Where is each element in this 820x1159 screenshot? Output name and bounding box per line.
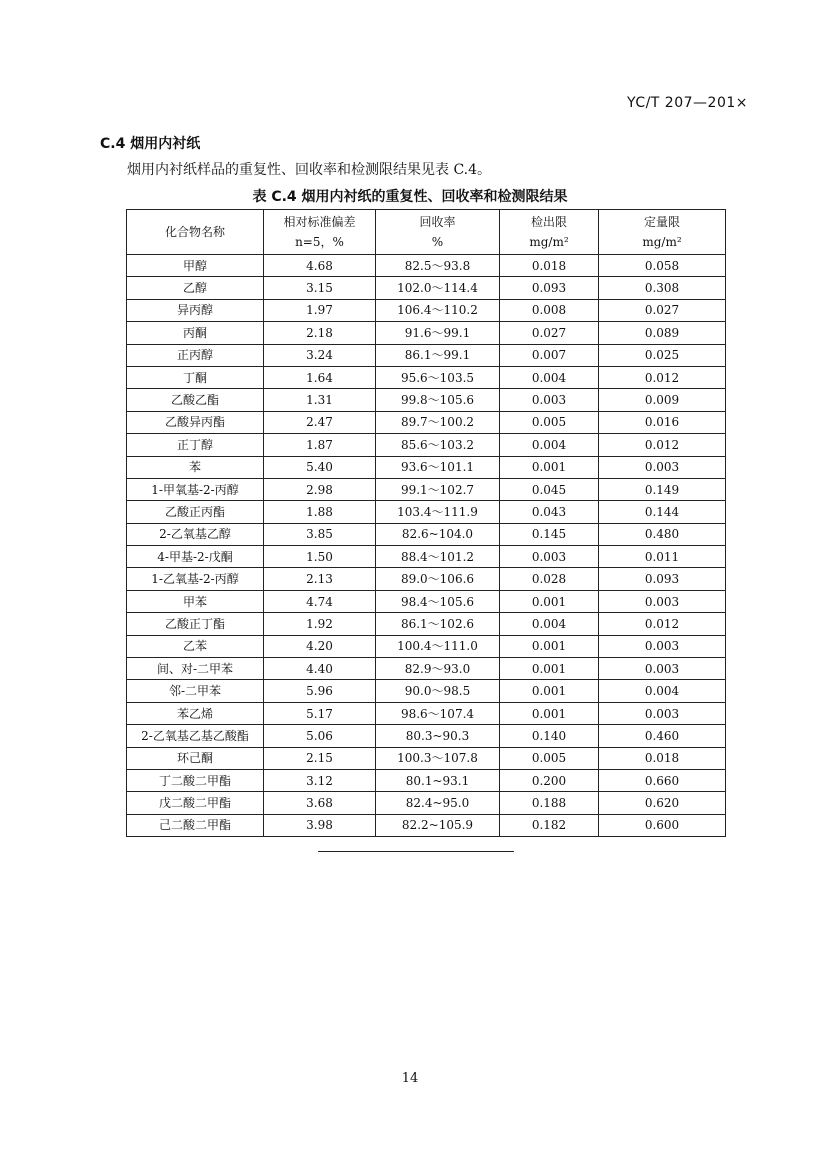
cell-rsd: 3.15 — [264, 277, 376, 299]
cell-recovery: 99.8～105.6 — [376, 389, 500, 411]
cell-recovery: 80.3~90.3 — [376, 725, 500, 747]
table-row — [127, 814, 726, 836]
cell-compound-name: 乙酸乙酯 — [127, 389, 264, 411]
table-row — [127, 366, 726, 388]
cell-lod: 0.004 — [500, 613, 599, 635]
cell-rsd: 1.92 — [264, 613, 376, 635]
table-row — [127, 322, 726, 344]
cell-compound-name: 丁二酸二甲酯 — [127, 769, 264, 791]
cell-loq: 0.144 — [599, 501, 726, 523]
header-compound-name — [127, 210, 264, 255]
cell-loq: 0.003 — [599, 658, 726, 680]
cell-loq: 0.089 — [599, 322, 726, 344]
cell-lod: 0.200 — [500, 769, 599, 791]
cell-lod: 0.093 — [500, 277, 599, 299]
cell-recovery: 102.0～114.4 — [376, 277, 500, 299]
cell-rsd: 2.15 — [264, 747, 376, 769]
cell-lod: 0.018 — [500, 255, 599, 277]
cell-rsd: 1.64 — [264, 366, 376, 388]
cell-recovery: 86.1～102.6 — [376, 613, 500, 635]
cell-loq: 0.009 — [599, 389, 726, 411]
cell-loq: 0.660 — [599, 769, 726, 791]
table-row — [127, 389, 726, 411]
table-row — [127, 658, 726, 680]
cell-lod: 0.001 — [500, 456, 599, 478]
cell-compound-name: 异丙醇 — [127, 299, 264, 321]
cell-lod: 0.140 — [500, 725, 599, 747]
cell-compound-name: 1-甲氧基-2-丙醇 — [127, 478, 264, 500]
table-row — [127, 702, 726, 724]
cell-recovery: 82.2~105.9 — [376, 814, 500, 836]
cell-rsd: 1.97 — [264, 299, 376, 321]
cell-lod: 0.003 — [500, 546, 599, 568]
cell-recovery: 86.1～99.1 — [376, 344, 500, 366]
table-row — [127, 456, 726, 478]
cell-lod: 0.007 — [500, 344, 599, 366]
cell-recovery: 103.4～111.9 — [376, 501, 500, 523]
table-header-row — [127, 210, 726, 255]
cell-recovery: 93.6～101.1 — [376, 456, 500, 478]
cell-compound-name: 4-甲基-2-戊酮 — [127, 546, 264, 568]
cell-rsd: 3.85 — [264, 523, 376, 545]
cell-lod: 0.045 — [500, 478, 599, 500]
table-row — [127, 792, 726, 814]
cell-lod: 0.005 — [500, 411, 599, 433]
cell-compound-name: 邻-二甲苯 — [127, 680, 264, 702]
results-table — [126, 209, 726, 837]
cell-lod: 0.001 — [500, 658, 599, 680]
header-recovery — [376, 210, 500, 255]
cell-loq: 0.003 — [599, 590, 726, 612]
cell-loq: 0.018 — [599, 747, 726, 769]
cell-compound-name: 苯乙烯 — [127, 702, 264, 724]
header-line: 定量限 — [643, 215, 680, 229]
table-row — [127, 613, 726, 635]
cell-rsd: 2.18 — [264, 322, 376, 344]
cell-compound-name: 1-乙氧基-2-丙醇 — [127, 568, 264, 590]
cell-loq: 0.003 — [599, 702, 726, 724]
cell-loq: 0.004 — [599, 680, 726, 702]
cell-loq: 0.012 — [599, 366, 726, 388]
cell-loq: 0.012 — [599, 434, 726, 456]
table-row — [127, 501, 726, 523]
cell-recovery: 91.6～99.1 — [376, 322, 500, 344]
cell-lod: 0.182 — [500, 814, 599, 836]
header-loq — [599, 210, 726, 255]
cell-loq: 0.093 — [599, 568, 726, 590]
cell-loq: 0.620 — [599, 792, 726, 814]
table-row — [127, 747, 726, 769]
cell-compound-name: 甲苯 — [127, 590, 264, 612]
cell-rsd: 4.74 — [264, 590, 376, 612]
cell-loq: 0.012 — [599, 613, 726, 635]
cell-recovery: 80.1~93.1 — [376, 769, 500, 791]
table-row — [127, 255, 726, 277]
cell-loq: 0.149 — [599, 478, 726, 500]
cell-recovery: 88.4～101.2 — [376, 546, 500, 568]
page-number: 14 — [401, 1071, 419, 1086]
cell-rsd: 4.68 — [264, 255, 376, 277]
table-row — [127, 568, 726, 590]
header-line: 化合物名称 — [164, 225, 225, 239]
cell-lod: 0.003 — [500, 389, 599, 411]
cell-recovery: 85.6～103.2 — [376, 434, 500, 456]
cell-compound-name: 己二酸二甲酯 — [127, 814, 264, 836]
table-row — [127, 769, 726, 791]
cell-rsd: 2.98 — [264, 478, 376, 500]
cell-recovery: 95.6～103.5 — [376, 366, 500, 388]
cell-loq: 0.460 — [599, 725, 726, 747]
cell-compound-name: 丙酮 — [127, 322, 264, 344]
header-unit: n=5，% — [295, 235, 344, 249]
table-row — [127, 635, 726, 657]
cell-recovery: 106.4～110.2 — [376, 299, 500, 321]
table-row — [127, 725, 726, 747]
cell-compound-name: 2-乙氧基乙醇 — [127, 523, 264, 545]
cell-loq: 0.027 — [599, 299, 726, 321]
cell-recovery: 82.6~104.0 — [376, 523, 500, 545]
header-unit: mg/m² — [529, 235, 569, 249]
table-row — [127, 411, 726, 433]
cell-rsd: 3.24 — [264, 344, 376, 366]
cell-lod: 0.005 — [500, 747, 599, 769]
document-code: YC/T 207—201× — [627, 95, 748, 111]
table-row — [127, 299, 726, 321]
cell-lod: 0.001 — [500, 590, 599, 612]
cell-rsd: 5.40 — [264, 456, 376, 478]
cell-recovery: 89.0～106.6 — [376, 568, 500, 590]
table-body — [127, 255, 726, 837]
cell-compound-name: 乙酸正丙酯 — [127, 501, 264, 523]
cell-recovery: 90.0～98.5 — [376, 680, 500, 702]
table-row — [127, 434, 726, 456]
cell-compound-name: 甲醇 — [127, 255, 264, 277]
cell-loq: 0.003 — [599, 456, 726, 478]
cell-compound-name: 2-乙氧基乙基乙酸酯 — [127, 725, 264, 747]
cell-lod: 0.027 — [500, 322, 599, 344]
cell-compound-name: 环己酮 — [127, 747, 264, 769]
cell-recovery: 82.9～93.0 — [376, 658, 500, 680]
header-rsd — [264, 210, 376, 255]
cell-lod: 0.001 — [500, 635, 599, 657]
table-row — [127, 478, 726, 500]
cell-recovery: 82.4~95.0 — [376, 792, 500, 814]
cell-recovery: 100.3～107.8 — [376, 747, 500, 769]
cell-rsd: 5.96 — [264, 680, 376, 702]
cell-loq: 0.003 — [599, 635, 726, 657]
cell-lod: 0.004 — [500, 434, 599, 456]
end-rule — [318, 851, 514, 852]
cell-lod: 0.188 — [500, 792, 599, 814]
cell-lod: 0.043 — [500, 501, 599, 523]
cell-rsd: 1.50 — [264, 546, 376, 568]
cell-rsd: 2.47 — [264, 411, 376, 433]
cell-rsd: 4.20 — [264, 635, 376, 657]
cell-loq: 0.308 — [599, 277, 726, 299]
cell-loq: 0.016 — [599, 411, 726, 433]
cell-compound-name: 间、对-二甲苯 — [127, 658, 264, 680]
cell-rsd: 3.68 — [264, 792, 376, 814]
table-row — [127, 277, 726, 299]
table-row — [127, 523, 726, 545]
cell-rsd: 3.12 — [264, 769, 376, 791]
cell-loq: 0.058 — [599, 255, 726, 277]
cell-compound-name: 乙醇 — [127, 277, 264, 299]
section-heading: C.4 烟用内衬纸 — [100, 136, 201, 152]
cell-recovery: 98.4～105.6 — [376, 590, 500, 612]
cell-compound-name: 戊二酸二甲酯 — [127, 792, 264, 814]
cell-compound-name: 正丙醇 — [127, 344, 264, 366]
header-line: 回收率 — [419, 215, 456, 229]
cell-recovery: 98.6～107.4 — [376, 702, 500, 724]
header-lod — [500, 210, 599, 255]
cell-compound-name: 丁酮 — [127, 366, 264, 388]
table-row — [127, 344, 726, 366]
cell-recovery: 82.5～93.8 — [376, 255, 500, 277]
cell-rsd: 2.13 — [264, 568, 376, 590]
header-line: 检出限 — [530, 215, 567, 229]
cell-compound-name: 乙酸正丁酯 — [127, 613, 264, 635]
cell-lod: 0.001 — [500, 702, 599, 724]
cell-rsd: 5.17 — [264, 702, 376, 724]
cell-rsd: 1.87 — [264, 434, 376, 456]
cell-compound-name: 乙酸异丙酯 — [127, 411, 264, 433]
cell-rsd: 3.98 — [264, 814, 376, 836]
header-line: 相对标准偏差 — [283, 215, 356, 229]
cell-rsd: 5.06 — [264, 725, 376, 747]
cell-lod: 0.028 — [500, 568, 599, 590]
intro-paragraph: 烟用内衬纸样品的重复性、回收率和检测限结果见表 C.4。 — [127, 162, 492, 178]
cell-recovery: 100.4～111.0 — [376, 635, 500, 657]
cell-lod: 0.145 — [500, 523, 599, 545]
cell-lod: 0.001 — [500, 680, 599, 702]
cell-compound-name: 正丁醇 — [127, 434, 264, 456]
table-row — [127, 590, 726, 612]
cell-loq: 0.025 — [599, 344, 726, 366]
cell-loq: 0.011 — [599, 546, 726, 568]
table-row — [127, 680, 726, 702]
cell-compound-name: 乙苯 — [127, 635, 264, 657]
cell-lod: 0.008 — [500, 299, 599, 321]
cell-compound-name: 苯 — [127, 456, 264, 478]
cell-rsd: 1.31 — [264, 389, 376, 411]
cell-recovery: 99.1～102.7 — [376, 478, 500, 500]
header-unit: mg/m² — [642, 235, 682, 249]
cell-rsd: 4.40 — [264, 658, 376, 680]
table-title: 表 C.4 烟用内衬纸的重复性、回收率和检测限结果 — [252, 189, 568, 205]
table-header — [127, 210, 726, 255]
cell-rsd: 1.88 — [264, 501, 376, 523]
cell-recovery: 89.7～100.2 — [376, 411, 500, 433]
header-unit: % — [431, 235, 444, 249]
cell-lod: 0.004 — [500, 366, 599, 388]
table-row — [127, 546, 726, 568]
cell-loq: 0.600 — [599, 814, 726, 836]
cell-loq: 0.480 — [599, 523, 726, 545]
